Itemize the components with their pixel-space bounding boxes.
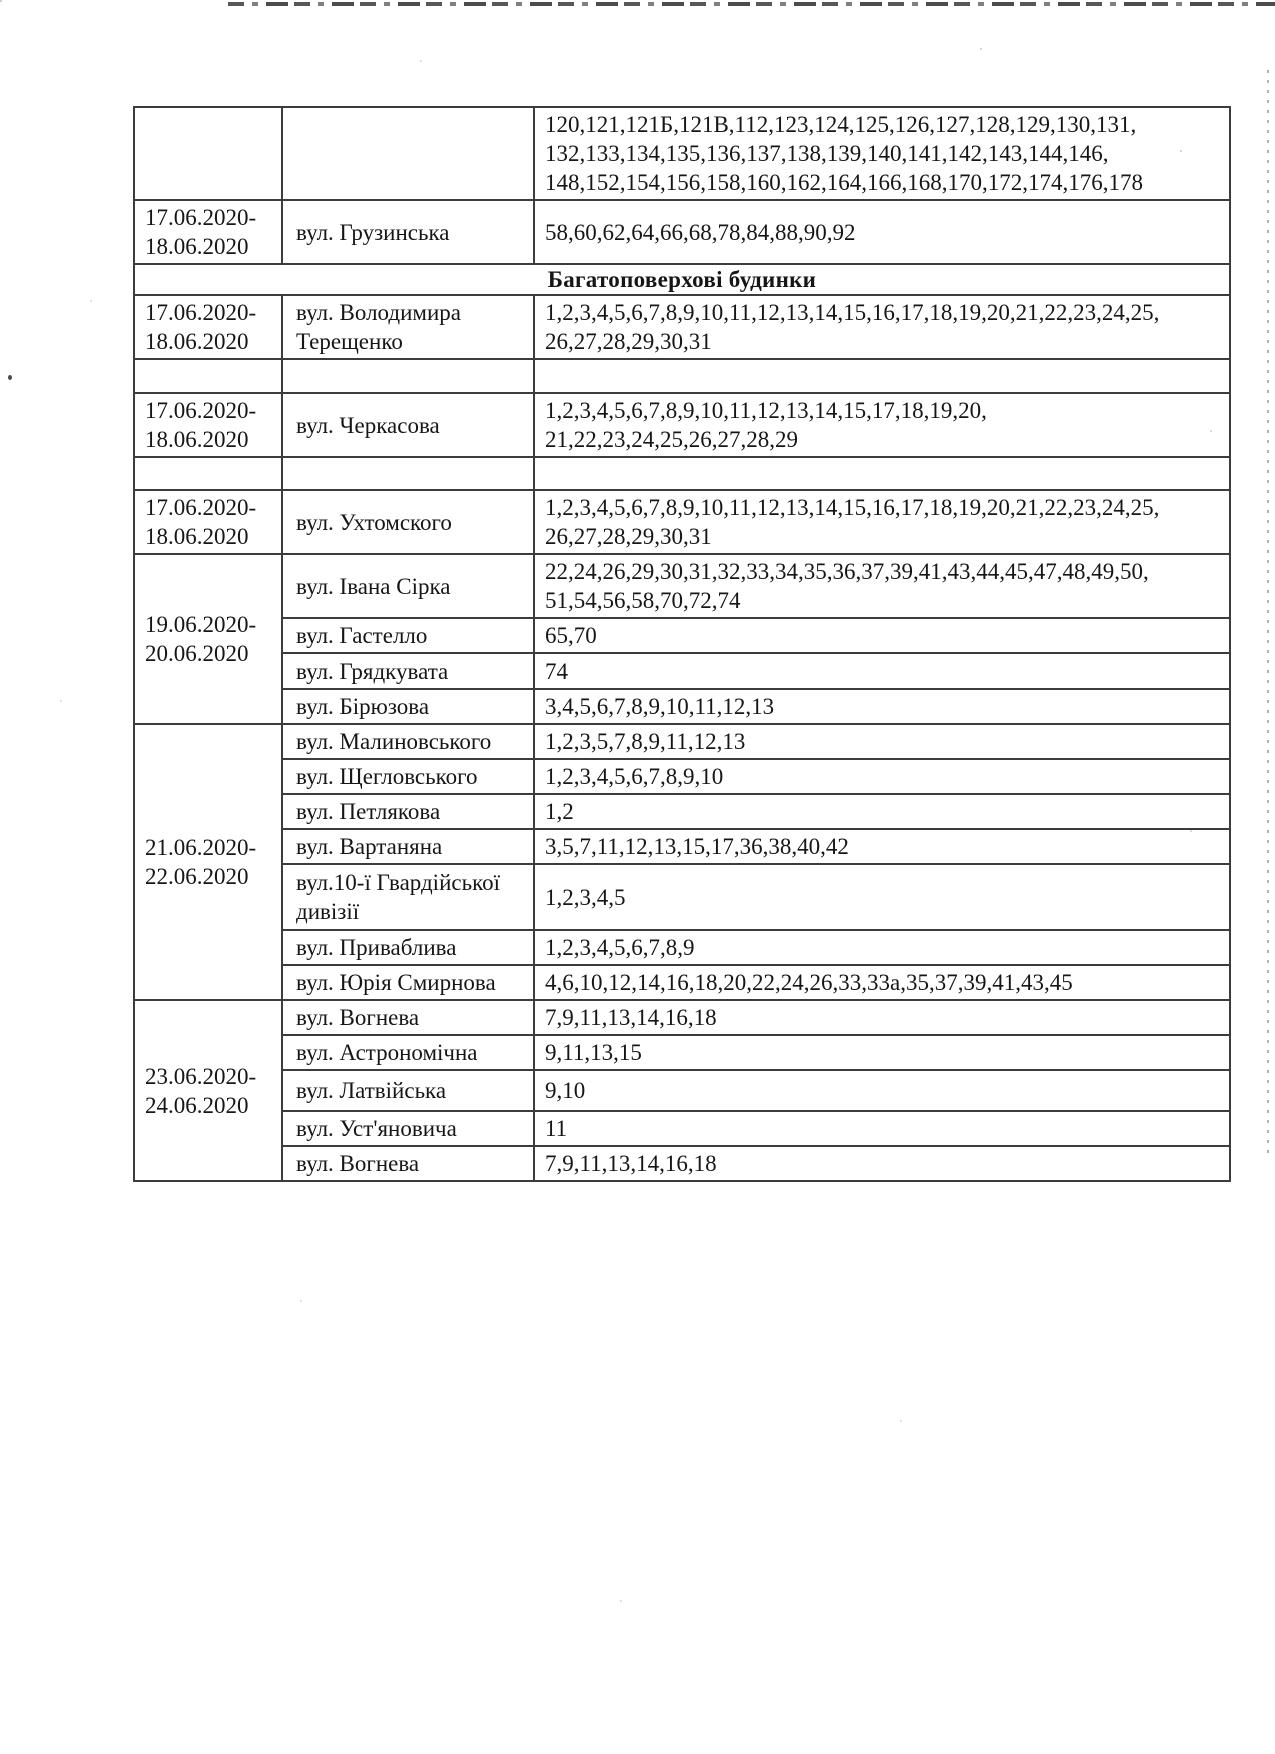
street-name: вул. Щегловського: [296, 764, 478, 789]
street-cell: [282, 393, 534, 457]
street-cell: [282, 759, 534, 794]
street-name: вул. Гастелло: [296, 623, 428, 648]
street-name: вул. Малиновського: [296, 729, 492, 754]
street-name: вул. Приваблива: [296, 935, 457, 960]
date-line: 17.06.2020-: [145, 205, 257, 230]
street-cell: [282, 653, 534, 689]
date-cell: [134, 1000, 282, 1181]
numbers-cell: [534, 794, 1230, 829]
street-cell: [282, 1111, 534, 1146]
date-cell: [134, 393, 282, 457]
date-line: 18.06.2020: [145, 329, 249, 354]
date-line: 20.06.2020: [145, 641, 249, 666]
street-name: вул. Уст'яновича: [296, 1116, 457, 1141]
house-numbers: 1,2,3,4,5,6,7,8,9: [545, 935, 695, 960]
date-line: 18.06.2020: [145, 427, 249, 452]
date-cell: [134, 554, 282, 724]
empty-street-cell: [282, 107, 534, 200]
street-name: вул. Бірюзова: [296, 694, 430, 719]
numbers-cell: [534, 930, 1230, 965]
street-name: вул. Володимира: [296, 300, 461, 325]
street-cell: [282, 965, 534, 1000]
numbers-cell: [534, 724, 1230, 759]
house-numbers: 1,2,3,4,5,6,7,8,9,10,11,12,13,14,15,16,17,18,19,20,21,22,23,24,25,: [545, 495, 1160, 520]
empty-numbers-cell: [534, 359, 1230, 393]
numbers-cell: [534, 1070, 1230, 1111]
numbers-cell: [534, 393, 1230, 457]
house-numbers: 148,152,154,156,158,160,162,164,166,168,170,172,174,176,178: [545, 170, 1143, 195]
house-numbers: 9,10: [545, 1078, 586, 1103]
house-numbers: 11: [545, 1116, 568, 1141]
street-name: вул. Вогнева: [296, 1005, 420, 1030]
table-row: [134, 930, 1230, 965]
street-name: дивізії: [296, 899, 360, 924]
street-cell: [282, 1070, 534, 1111]
numbers-cell: [534, 490, 1230, 554]
numbers-cell: [534, 1035, 1230, 1070]
street-cell: [282, 295, 534, 359]
house-numbers: 22,24,26,29,30,31,32,33,34,35,36,37,39,41,43,44,45,47,48,49,50,: [545, 559, 1149, 584]
street-name: вул. Івана Сірка: [296, 573, 451, 599]
table-row: [134, 965, 1230, 1000]
date-line: 17.06.2020-: [145, 495, 257, 520]
house-numbers: 7,9,11,13,14,16,18: [545, 1151, 717, 1176]
street-name: вул. Латвійська: [296, 1078, 447, 1103]
numbers-cell: [534, 864, 1230, 930]
date-line: 24.06.2020: [145, 1092, 249, 1118]
date-line: 18.06.2020: [145, 524, 249, 549]
house-numbers: 65,70: [545, 623, 597, 648]
street-cell: [282, 864, 534, 930]
scan-artifact-edge-line: [1267, 70, 1269, 1160]
house-numbers: 58,60,62,64,66,68,78,84,88,90,92: [545, 219, 856, 245]
table-row: [134, 864, 1230, 930]
street-name: вул. Черкасова: [296, 412, 440, 438]
numbers-cell: [534, 200, 1230, 264]
house-numbers: 120,121,121Б,121В,112,123,124,125,126,127,128,129,130,131,: [545, 112, 1137, 137]
section-header-row: [134, 264, 1230, 295]
house-numbers: 3,5,7,11,12,13,15,17,36,38,40,42: [545, 834, 849, 859]
date-line: 18.06.2020: [145, 234, 249, 259]
house-numbers: 1,2,3,5,7,8,9,11,12,13: [545, 729, 746, 754]
empty-street-cell: [282, 359, 534, 393]
table-row: [134, 393, 1230, 457]
numbers-cell: [534, 1146, 1230, 1181]
table-row: [134, 1000, 1230, 1035]
street-cell: [282, 794, 534, 829]
date-line: 23.06.2020-: [145, 1063, 257, 1089]
table-row: [134, 689, 1230, 724]
numbers-cell: [534, 829, 1230, 864]
street-cell: [282, 930, 534, 965]
house-numbers: 1,2,3,4,5: [545, 884, 626, 910]
house-numbers: 1,2,3,4,5,6,7,8,9,10: [545, 764, 724, 789]
street-name: вул. Юрія Смирнова: [296, 970, 496, 995]
table-row: [134, 759, 1230, 794]
street-name: Терещенко: [296, 329, 403, 354]
scan-artifact-speckles: [0, 0, 2, 2]
street-name: вул. Астрономічна: [296, 1040, 478, 1065]
table-row: [134, 829, 1230, 864]
street-name: вул. Ухтомского: [296, 509, 452, 535]
numbers-cell: [534, 618, 1230, 653]
house-numbers: 7,9,11,13,14,16,18: [545, 1005, 717, 1030]
table-row: [134, 653, 1230, 689]
empty-street-cell: [282, 457, 534, 490]
numbers-cell: [534, 689, 1230, 724]
outage-schedule-table: [133, 106, 1231, 1182]
table-row: [134, 554, 1230, 618]
numbers-cell: [534, 1000, 1230, 1035]
date-line: 17.06.2020-: [145, 398, 257, 423]
table-row: [134, 1035, 1230, 1070]
numbers-cell: [534, 759, 1230, 794]
street-cell: [282, 1000, 534, 1035]
street-cell: [282, 689, 534, 724]
numbers-cell: [534, 554, 1230, 618]
house-numbers: 26,27,28,29,30,31: [545, 524, 712, 549]
house-numbers: 3,4,5,6,7,8,9,10,11,12,13: [545, 694, 775, 719]
street-name: вул. Вогнева: [296, 1151, 420, 1176]
street-name: вул. Вартаняна: [296, 834, 443, 859]
table-row: [134, 618, 1230, 653]
empty-numbers-cell: [534, 457, 1230, 490]
date-cell: [134, 200, 282, 264]
date-line: 17.06.2020-: [145, 300, 257, 325]
house-numbers: 132,133,134,135,136,137,138,139,140,141,142,143,144,146,: [545, 141, 1109, 166]
house-numbers: 1,2,3,4,5,6,7,8,9,10,11,12,13,14,15,17,18,19,20,: [545, 398, 987, 423]
date-cell: [134, 724, 282, 1000]
house-numbers: 74: [545, 658, 568, 684]
house-numbers: 26,27,28,29,30,31: [545, 329, 712, 354]
street-cell: [282, 618, 534, 653]
date-cell: [134, 295, 282, 359]
empty-date-cell: [134, 359, 282, 393]
numbers-cell: [534, 295, 1230, 359]
scan-artifact-dot: [8, 375, 12, 380]
street-cell: [282, 724, 534, 759]
street-name: вул. Грузинська: [296, 219, 450, 245]
street-cell: [282, 829, 534, 864]
table-row: [134, 1146, 1230, 1181]
street-name: вул. Грядкувата: [296, 658, 449, 684]
numbers-cell: [534, 653, 1230, 689]
table-row: [134, 794, 1230, 829]
street-name: вул. Петлякова: [296, 799, 441, 824]
house-numbers: 9,11,13,15: [545, 1040, 642, 1065]
house-numbers: 1,2: [545, 799, 574, 824]
date-line: 22.06.2020: [145, 864, 249, 889]
empty-date-cell: [134, 107, 282, 200]
house-numbers: 21,22,23,24,25,26,27,28,29: [545, 427, 798, 452]
street-cell: [282, 490, 534, 554]
table-row: [134, 200, 1230, 264]
street-cell: [282, 554, 534, 618]
scan-artifact-top-dashed-line: [228, 2, 1275, 6]
table-row: [134, 295, 1230, 359]
spacer-row: [134, 359, 1230, 393]
street-cell: [282, 1035, 534, 1070]
date-line: 21.06.2020-: [145, 835, 257, 860]
street-name: вул.10-ї Гвардійської: [296, 870, 500, 895]
table-row: [134, 107, 1230, 200]
table-row: [134, 1111, 1230, 1146]
street-cell: [282, 1146, 534, 1181]
table-row: [134, 490, 1230, 554]
house-numbers: 51,54,56,58,70,72,74: [545, 588, 741, 613]
spacer-row: [134, 457, 1230, 490]
numbers-cell: [534, 965, 1230, 1000]
empty-date-cell: [134, 457, 282, 490]
date-cell: [134, 490, 282, 554]
numbers-cell: [534, 107, 1230, 200]
table-row: [134, 1070, 1230, 1111]
date-line: 19.06.2020-: [145, 612, 257, 637]
section-header: Багатоповерхові будинки: [134, 264, 1230, 295]
house-numbers: 1,2,3,4,5,6,7,8,9,10,11,12,13,14,15,16,17,18,19,20,21,22,23,24,25,: [545, 300, 1160, 325]
house-numbers: 4,6,10,12,14,16,18,20,22,24,26,33,33а,35,37,39,41,43,45: [545, 970, 1073, 995]
street-cell: [282, 200, 534, 264]
numbers-cell: [534, 1111, 1230, 1146]
table-row: [134, 724, 1230, 759]
